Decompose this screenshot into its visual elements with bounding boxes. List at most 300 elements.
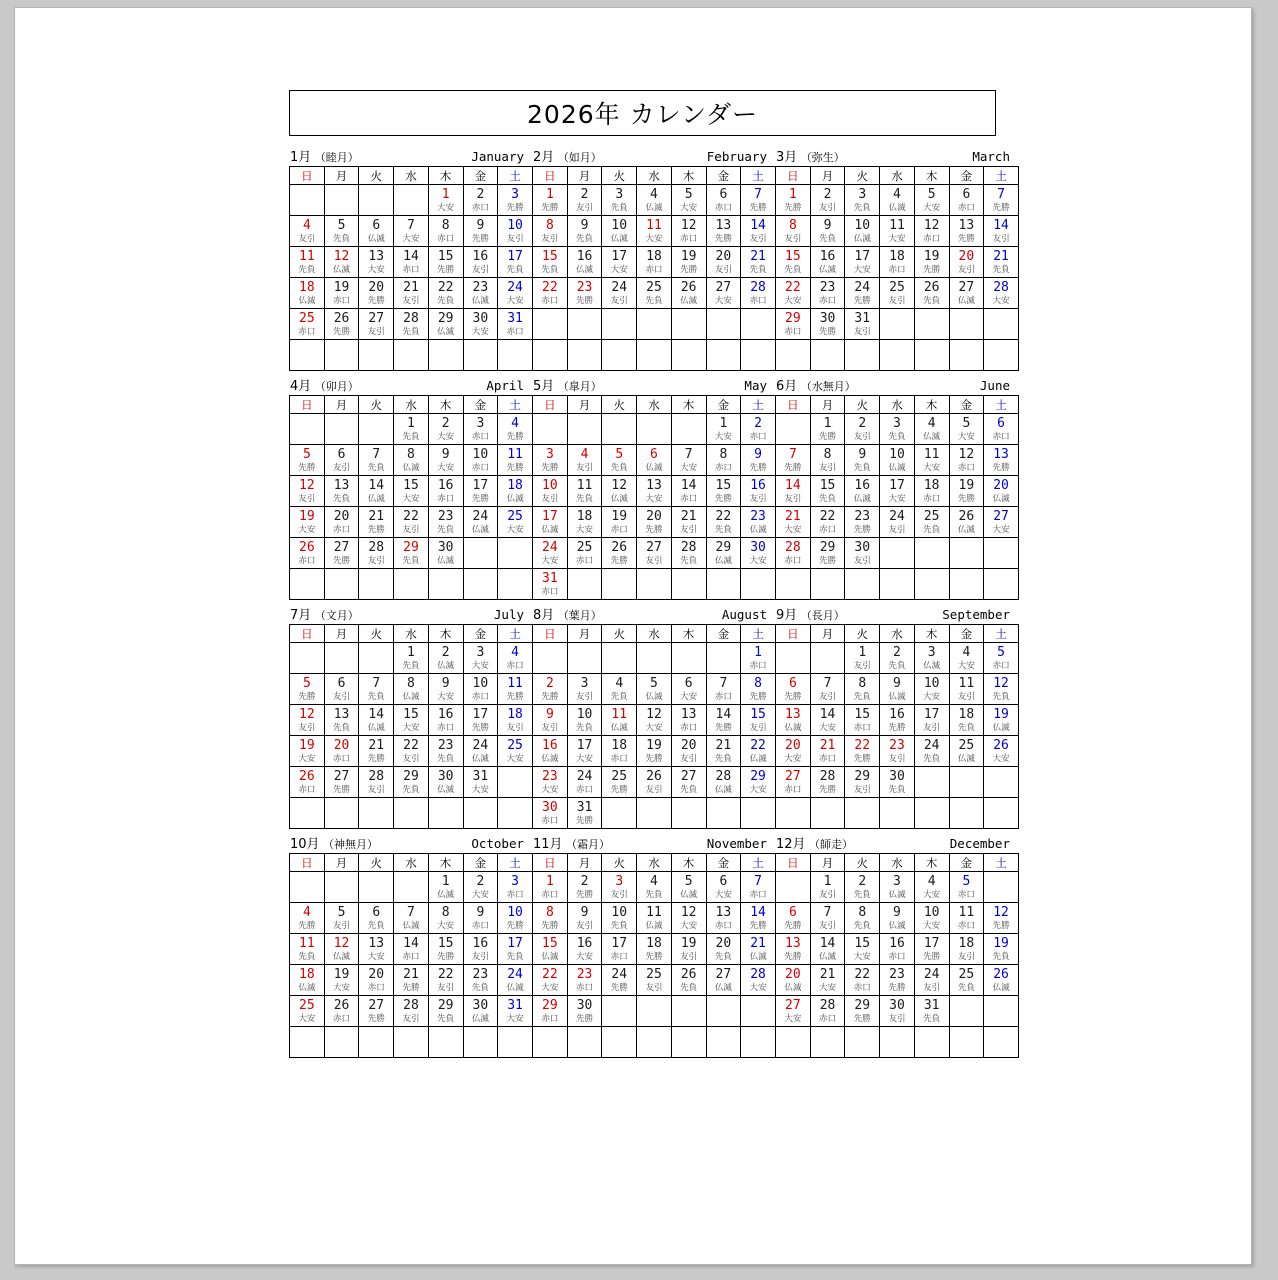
day-cell[interactable] xyxy=(810,934,845,965)
day-cell[interactable] xyxy=(880,872,915,903)
day-cell[interactable] xyxy=(637,736,672,767)
day-cell[interactable] xyxy=(567,538,602,569)
day-cell[interactable] xyxy=(949,476,984,507)
day-cell[interactable] xyxy=(498,705,533,736)
day-cell[interactable] xyxy=(637,507,672,538)
day-cell[interactable] xyxy=(880,445,915,476)
day-cell[interactable] xyxy=(810,965,845,996)
day-cell[interactable] xyxy=(602,903,637,934)
day-cell[interactable] xyxy=(880,674,915,705)
day-cell[interactable] xyxy=(324,247,359,278)
day-cell[interactable] xyxy=(498,278,533,309)
day-cell[interactable] xyxy=(359,309,394,340)
day-cell[interactable] xyxy=(845,247,880,278)
day-cell[interactable] xyxy=(671,903,706,934)
day-cell[interactable] xyxy=(498,445,533,476)
day-cell[interactable] xyxy=(671,247,706,278)
day-cell[interactable] xyxy=(359,507,394,538)
day-cell[interactable] xyxy=(394,674,429,705)
day-cell[interactable] xyxy=(949,278,984,309)
day-cell[interactable] xyxy=(706,934,741,965)
day-cell[interactable] xyxy=(914,996,949,1027)
day-cell[interactable] xyxy=(880,247,915,278)
day-cell[interactable] xyxy=(428,414,463,445)
day-cell[interactable] xyxy=(845,278,880,309)
day-cell[interactable] xyxy=(394,736,429,767)
day-cell[interactable] xyxy=(602,767,637,798)
day-cell[interactable] xyxy=(984,934,1019,965)
day-cell[interactable] xyxy=(428,507,463,538)
day-cell[interactable] xyxy=(810,903,845,934)
day-cell[interactable] xyxy=(741,247,776,278)
day-cell[interactable] xyxy=(463,445,498,476)
day-cell[interactable] xyxy=(706,705,741,736)
day-cell[interactable] xyxy=(706,674,741,705)
day-cell[interactable] xyxy=(845,767,880,798)
day-cell[interactable] xyxy=(637,674,672,705)
day-cell[interactable] xyxy=(984,965,1019,996)
day-cell[interactable] xyxy=(845,476,880,507)
day-cell[interactable] xyxy=(880,476,915,507)
day-cell[interactable] xyxy=(498,872,533,903)
day-cell[interactable] xyxy=(671,767,706,798)
day-cell[interactable] xyxy=(706,278,741,309)
day-cell[interactable] xyxy=(637,278,672,309)
day-cell[interactable] xyxy=(498,996,533,1027)
day-cell[interactable] xyxy=(290,736,325,767)
day-cell[interactable] xyxy=(810,736,845,767)
day-cell[interactable] xyxy=(567,507,602,538)
day-cell[interactable] xyxy=(498,934,533,965)
day-cell[interactable] xyxy=(533,674,568,705)
day-cell[interactable] xyxy=(394,247,429,278)
day-cell[interactable] xyxy=(984,247,1019,278)
day-cell[interactable] xyxy=(845,674,880,705)
day-cell[interactable] xyxy=(290,705,325,736)
day-cell[interactable] xyxy=(880,996,915,1027)
day-cell[interactable] xyxy=(914,216,949,247)
day-cell[interactable] xyxy=(428,278,463,309)
day-cell[interactable] xyxy=(290,216,325,247)
day-cell[interactable] xyxy=(637,185,672,216)
day-cell[interactable] xyxy=(845,996,880,1027)
day-cell[interactable] xyxy=(914,674,949,705)
day-cell[interactable] xyxy=(671,705,706,736)
day-cell[interactable] xyxy=(741,185,776,216)
day-cell[interactable] xyxy=(671,476,706,507)
day-cell[interactable] xyxy=(776,903,811,934)
day-cell[interactable] xyxy=(914,507,949,538)
day-cell[interactable] xyxy=(602,736,637,767)
day-cell[interactable] xyxy=(428,445,463,476)
day-cell[interactable] xyxy=(463,643,498,674)
day-cell[interactable] xyxy=(810,278,845,309)
day-cell[interactable] xyxy=(845,414,880,445)
day-cell[interactable] xyxy=(324,538,359,569)
day-cell[interactable] xyxy=(290,965,325,996)
day-cell[interactable] xyxy=(880,414,915,445)
day-cell[interactable] xyxy=(428,216,463,247)
day-cell[interactable] xyxy=(394,476,429,507)
day-cell[interactable] xyxy=(706,507,741,538)
day-cell[interactable] xyxy=(324,705,359,736)
day-cell[interactable] xyxy=(498,965,533,996)
day-cell[interactable] xyxy=(394,965,429,996)
day-cell[interactable] xyxy=(949,965,984,996)
day-cell[interactable] xyxy=(359,216,394,247)
day-cell[interactable] xyxy=(533,216,568,247)
day-cell[interactable] xyxy=(498,476,533,507)
day-cell[interactable] xyxy=(428,538,463,569)
day-cell[interactable] xyxy=(914,476,949,507)
day-cell[interactable] xyxy=(776,185,811,216)
day-cell[interactable] xyxy=(845,736,880,767)
day-cell[interactable] xyxy=(359,996,394,1027)
day-cell[interactable] xyxy=(810,414,845,445)
day-cell[interactable] xyxy=(741,476,776,507)
day-cell[interactable] xyxy=(706,767,741,798)
day-cell[interactable] xyxy=(602,538,637,569)
day-cell[interactable] xyxy=(810,185,845,216)
day-cell[interactable] xyxy=(602,965,637,996)
day-cell[interactable] xyxy=(637,965,672,996)
day-cell[interactable] xyxy=(290,507,325,538)
day-cell[interactable] xyxy=(394,538,429,569)
day-cell[interactable] xyxy=(741,445,776,476)
day-cell[interactable] xyxy=(602,247,637,278)
day-cell[interactable] xyxy=(845,705,880,736)
day-cell[interactable] xyxy=(567,247,602,278)
day-cell[interactable] xyxy=(776,965,811,996)
day-cell[interactable] xyxy=(567,674,602,705)
day-cell[interactable] xyxy=(290,476,325,507)
day-cell[interactable] xyxy=(741,674,776,705)
day-cell[interactable] xyxy=(602,445,637,476)
day-cell[interactable] xyxy=(845,185,880,216)
day-cell[interactable] xyxy=(949,674,984,705)
day-cell[interactable] xyxy=(914,934,949,965)
day-cell[interactable] xyxy=(880,965,915,996)
day-cell[interactable] xyxy=(428,705,463,736)
day-cell[interactable] xyxy=(706,736,741,767)
day-cell[interactable] xyxy=(533,538,568,569)
day-cell[interactable] xyxy=(810,507,845,538)
day-cell[interactable] xyxy=(671,216,706,247)
day-cell[interactable] xyxy=(533,185,568,216)
day-cell[interactable] xyxy=(776,674,811,705)
day-cell[interactable] xyxy=(637,247,672,278)
day-cell[interactable] xyxy=(290,767,325,798)
day-cell[interactable] xyxy=(602,674,637,705)
day-cell[interactable] xyxy=(359,705,394,736)
day-cell[interactable] xyxy=(324,767,359,798)
day-cell[interactable] xyxy=(914,278,949,309)
day-cell[interactable] xyxy=(880,278,915,309)
day-cell[interactable] xyxy=(845,965,880,996)
day-cell[interactable] xyxy=(463,216,498,247)
day-cell[interactable] xyxy=(637,445,672,476)
day-cell[interactable] xyxy=(706,414,741,445)
day-cell[interactable] xyxy=(776,445,811,476)
day-cell[interactable] xyxy=(324,996,359,1027)
day-cell[interactable] xyxy=(463,965,498,996)
day-cell[interactable] xyxy=(914,445,949,476)
day-cell[interactable] xyxy=(949,414,984,445)
day-cell[interactable] xyxy=(741,507,776,538)
day-cell[interactable] xyxy=(845,216,880,247)
day-cell[interactable] xyxy=(394,414,429,445)
day-cell[interactable] xyxy=(741,216,776,247)
day-cell[interactable] xyxy=(741,965,776,996)
day-cell[interactable] xyxy=(810,674,845,705)
day-cell[interactable] xyxy=(741,414,776,445)
day-cell[interactable] xyxy=(324,216,359,247)
day-cell[interactable] xyxy=(567,216,602,247)
day-cell[interactable] xyxy=(463,934,498,965)
day-cell[interactable] xyxy=(359,538,394,569)
day-cell[interactable] xyxy=(463,996,498,1027)
day-cell[interactable] xyxy=(290,538,325,569)
day-cell[interactable] xyxy=(741,934,776,965)
day-cell[interactable] xyxy=(394,278,429,309)
day-cell[interactable] xyxy=(533,903,568,934)
day-cell[interactable] xyxy=(463,278,498,309)
day-cell[interactable] xyxy=(463,414,498,445)
day-cell[interactable] xyxy=(741,538,776,569)
day-cell[interactable] xyxy=(984,185,1019,216)
day-cell[interactable] xyxy=(428,965,463,996)
day-cell[interactable] xyxy=(290,278,325,309)
day-cell[interactable] xyxy=(984,736,1019,767)
day-cell[interactable] xyxy=(533,445,568,476)
day-cell[interactable] xyxy=(984,643,1019,674)
day-cell[interactable] xyxy=(637,767,672,798)
day-cell[interactable] xyxy=(498,309,533,340)
day-cell[interactable] xyxy=(498,903,533,934)
day-cell[interactable] xyxy=(984,903,1019,934)
day-cell[interactable] xyxy=(637,705,672,736)
day-cell[interactable] xyxy=(741,643,776,674)
day-cell[interactable] xyxy=(949,185,984,216)
day-cell[interactable] xyxy=(290,309,325,340)
day-cell[interactable] xyxy=(949,872,984,903)
day-cell[interactable] xyxy=(914,903,949,934)
day-cell[interactable] xyxy=(290,445,325,476)
day-cell[interactable] xyxy=(880,507,915,538)
day-cell[interactable] xyxy=(671,445,706,476)
day-cell[interactable] xyxy=(428,996,463,1027)
day-cell[interactable] xyxy=(776,996,811,1027)
day-cell[interactable] xyxy=(567,903,602,934)
day-cell[interactable] xyxy=(776,934,811,965)
day-cell[interactable] xyxy=(845,507,880,538)
day-cell[interactable] xyxy=(428,736,463,767)
day-cell[interactable] xyxy=(602,185,637,216)
day-cell[interactable] xyxy=(810,216,845,247)
day-cell[interactable] xyxy=(359,903,394,934)
day-cell[interactable] xyxy=(776,736,811,767)
day-cell[interactable] xyxy=(324,507,359,538)
day-cell[interactable] xyxy=(880,903,915,934)
day-cell[interactable] xyxy=(984,507,1019,538)
day-cell[interactable] xyxy=(394,643,429,674)
day-cell[interactable] xyxy=(984,216,1019,247)
day-cell[interactable] xyxy=(533,507,568,538)
day-cell[interactable] xyxy=(324,445,359,476)
day-cell[interactable] xyxy=(394,216,429,247)
day-cell[interactable] xyxy=(949,216,984,247)
day-cell[interactable] xyxy=(498,185,533,216)
day-cell[interactable] xyxy=(671,538,706,569)
day-cell[interactable] xyxy=(706,903,741,934)
day-cell[interactable] xyxy=(602,216,637,247)
day-cell[interactable] xyxy=(498,216,533,247)
day-cell[interactable] xyxy=(776,309,811,340)
day-cell[interactable] xyxy=(498,247,533,278)
day-cell[interactable] xyxy=(359,278,394,309)
day-cell[interactable] xyxy=(637,903,672,934)
day-cell[interactable] xyxy=(394,445,429,476)
day-cell[interactable] xyxy=(949,507,984,538)
day-cell[interactable] xyxy=(706,247,741,278)
day-cell[interactable] xyxy=(845,934,880,965)
day-cell[interactable] xyxy=(533,569,568,600)
day-cell[interactable] xyxy=(463,736,498,767)
day-cell[interactable] xyxy=(533,278,568,309)
day-cell[interactable] xyxy=(290,996,325,1027)
day-cell[interactable] xyxy=(567,185,602,216)
day-cell[interactable] xyxy=(880,216,915,247)
day-cell[interactable] xyxy=(428,247,463,278)
day-cell[interactable] xyxy=(324,965,359,996)
day-cell[interactable] xyxy=(741,872,776,903)
day-cell[interactable] xyxy=(671,674,706,705)
day-cell[interactable] xyxy=(463,872,498,903)
day-cell[interactable] xyxy=(567,278,602,309)
day-cell[interactable] xyxy=(567,872,602,903)
day-cell[interactable] xyxy=(533,767,568,798)
day-cell[interactable] xyxy=(984,278,1019,309)
day-cell[interactable] xyxy=(880,185,915,216)
day-cell[interactable] xyxy=(463,507,498,538)
day-cell[interactable] xyxy=(567,705,602,736)
day-cell[interactable] xyxy=(810,872,845,903)
day-cell[interactable] xyxy=(984,414,1019,445)
day-cell[interactable] xyxy=(359,767,394,798)
day-cell[interactable] xyxy=(637,934,672,965)
day-cell[interactable] xyxy=(984,445,1019,476)
day-cell[interactable] xyxy=(914,247,949,278)
day-cell[interactable] xyxy=(394,903,429,934)
day-cell[interactable] xyxy=(914,185,949,216)
day-cell[interactable] xyxy=(949,934,984,965)
day-cell[interactable] xyxy=(324,674,359,705)
day-cell[interactable] xyxy=(914,414,949,445)
day-cell[interactable] xyxy=(394,705,429,736)
day-cell[interactable] xyxy=(428,643,463,674)
day-cell[interactable] xyxy=(428,476,463,507)
day-cell[interactable] xyxy=(498,643,533,674)
day-cell[interactable] xyxy=(498,736,533,767)
day-cell[interactable] xyxy=(810,538,845,569)
day-cell[interactable] xyxy=(394,309,429,340)
day-cell[interactable] xyxy=(533,705,568,736)
day-cell[interactable] xyxy=(533,247,568,278)
day-cell[interactable] xyxy=(428,185,463,216)
day-cell[interactable] xyxy=(602,872,637,903)
day-cell[interactable] xyxy=(776,216,811,247)
day-cell[interactable] xyxy=(290,934,325,965)
day-cell[interactable] xyxy=(428,674,463,705)
day-cell[interactable] xyxy=(637,476,672,507)
day-cell[interactable] xyxy=(567,996,602,1027)
day-cell[interactable] xyxy=(845,445,880,476)
day-cell[interactable] xyxy=(428,309,463,340)
day-cell[interactable] xyxy=(706,445,741,476)
day-cell[interactable] xyxy=(533,798,568,829)
day-cell[interactable] xyxy=(810,996,845,1027)
day-cell[interactable] xyxy=(949,445,984,476)
day-cell[interactable] xyxy=(706,185,741,216)
day-cell[interactable] xyxy=(428,903,463,934)
day-cell[interactable] xyxy=(463,903,498,934)
day-cell[interactable] xyxy=(463,476,498,507)
day-cell[interactable] xyxy=(706,872,741,903)
day-cell[interactable] xyxy=(394,934,429,965)
day-cell[interactable] xyxy=(290,247,325,278)
day-cell[interactable] xyxy=(671,965,706,996)
day-cell[interactable] xyxy=(845,903,880,934)
day-cell[interactable] xyxy=(706,965,741,996)
day-cell[interactable] xyxy=(845,643,880,674)
day-cell[interactable] xyxy=(880,934,915,965)
day-cell[interactable] xyxy=(602,705,637,736)
day-cell[interactable] xyxy=(324,903,359,934)
day-cell[interactable] xyxy=(810,247,845,278)
day-cell[interactable] xyxy=(949,705,984,736)
day-cell[interactable] xyxy=(637,216,672,247)
day-cell[interactable] xyxy=(949,247,984,278)
day-cell[interactable] xyxy=(776,705,811,736)
day-cell[interactable] xyxy=(498,507,533,538)
day-cell[interactable] xyxy=(324,309,359,340)
day-cell[interactable] xyxy=(567,798,602,829)
day-cell[interactable] xyxy=(533,476,568,507)
day-cell[interactable] xyxy=(810,445,845,476)
day-cell[interactable] xyxy=(359,965,394,996)
day-cell[interactable] xyxy=(463,185,498,216)
day-cell[interactable] xyxy=(324,476,359,507)
day-cell[interactable] xyxy=(984,705,1019,736)
day-cell[interactable] xyxy=(394,996,429,1027)
day-cell[interactable] xyxy=(914,965,949,996)
day-cell[interactable] xyxy=(428,767,463,798)
day-cell[interactable] xyxy=(741,705,776,736)
day-cell[interactable] xyxy=(359,445,394,476)
day-cell[interactable] xyxy=(394,507,429,538)
day-cell[interactable] xyxy=(359,736,394,767)
day-cell[interactable] xyxy=(671,736,706,767)
day-cell[interactable] xyxy=(706,216,741,247)
day-cell[interactable] xyxy=(845,538,880,569)
day-cell[interactable] xyxy=(880,767,915,798)
day-cell[interactable] xyxy=(671,507,706,538)
day-cell[interactable] xyxy=(776,247,811,278)
day-cell[interactable] xyxy=(880,705,915,736)
day-cell[interactable] xyxy=(602,507,637,538)
day-cell[interactable] xyxy=(880,736,915,767)
day-cell[interactable] xyxy=(914,643,949,674)
